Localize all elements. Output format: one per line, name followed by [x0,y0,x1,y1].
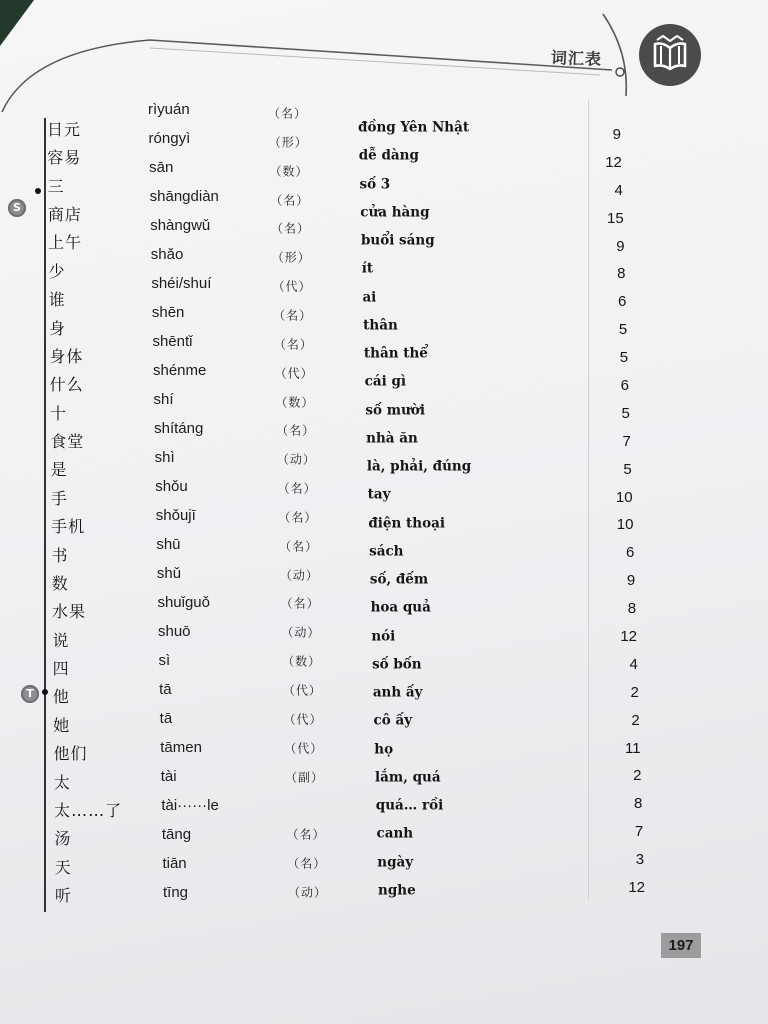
vocab-hanzi: 她 [53,715,71,735]
page-title: 词汇表 [550,48,603,69]
vocab-lesson-number: 6 [620,376,629,394]
vocab-meaning: ngày [377,854,414,871]
vocab-hanzi: 太 [53,772,71,792]
vocab-hanzi: 谁 [48,290,66,310]
vocab-pinyin: shuō [158,622,191,640]
vocab-part-of-speech: （代） [282,683,322,698]
vocab-pinyin: tāmen [160,738,202,756]
vocab-lesson-number: 5 [619,348,629,366]
vocab-part-of-speech: （数） [269,164,309,179]
vocab-pinyin: rìyuán [148,100,190,118]
vocab-pinyin: sān [149,158,174,176]
vocab-hanzi: 什么 [49,375,84,395]
bleed-through-rule [588,100,589,900]
vocab-hanzi: 水果 [52,602,87,622]
vocab-part-of-speech: （名） [279,539,319,554]
vocab-pinyin: tāng [161,825,192,843]
vocab-lesson-number: 8 [627,599,637,617]
vocab-hanzi: 四 [52,659,70,679]
vocab-lesson-number: 5 [618,320,628,338]
vocab-pinyin: tiān [162,854,187,872]
vocab-meaning: cái gì [364,373,407,390]
section-dot-t [42,689,48,695]
logo-side-arc [603,14,626,96]
vocab-hanzi: 汤 [54,829,72,849]
vocab-part-of-speech: （动） [279,568,319,583]
vocab-meaning: thân thể [363,345,428,362]
vocab-lesson-number: 10 [615,488,633,506]
vocab-meaning: tay [367,486,391,503]
vocab-lesson-number: 3 [635,850,645,868]
vocab-part-of-speech: （动） [288,885,328,900]
vocab-lesson-number: 9 [626,571,636,589]
vocab-pinyin: shí [153,390,174,408]
open-book-logo-icon [639,24,701,86]
vocab-hanzi: 手 [50,489,68,509]
vocab-meaning: sách [369,543,404,560]
vocab-meaning: số 3 [359,176,391,193]
vocab-lesson-number: 4 [629,655,638,673]
vocab-part-of-speech: （名） [270,221,310,236]
vocab-pinyin: tài [160,767,177,785]
header-arc-line-inner [150,48,600,75]
vocab-part-of-speech: （名） [278,510,318,525]
vocab-pinyin: shū [156,535,181,553]
vocab-lesson-number: 12 [620,627,637,645]
header-arc-line [2,40,612,112]
vocab-pinyin: tài······le [161,796,219,814]
vocab-part-of-speech: （名） [268,106,308,121]
header-line-end-circle [616,68,624,76]
vocab-hanzi: 听 [55,886,73,906]
vocab-hanzi: 少 [48,262,66,282]
vocab-meaning: hoa quả [370,599,431,616]
vocab-part-of-speech: （动） [281,625,321,640]
vocab-lesson-number: 6 [626,544,635,562]
vocab-lesson-number: 10 [616,516,634,534]
vocab-lesson-number: 7 [634,822,644,840]
vocab-part-of-speech: （名） [280,596,320,611]
vocab-hanzi: 十 [49,403,67,423]
vocab-hanzi: 商店 [47,205,82,225]
vocab-lesson-number: 12 [605,153,622,171]
vocab-pinyin: tīng [163,883,189,901]
vocab-meaning: số mười [365,402,425,419]
vocab-part-of-speech: （名） [273,308,313,323]
vocab-lesson-number: 9 [616,237,625,255]
vocab-pinyin: róngyì [148,129,191,147]
vocab-part-of-speech: （副） [285,769,325,784]
vocab-lesson-number: 11 [624,739,641,757]
page-number: 197 [661,933,701,958]
vocab-hanzi: 书 [51,545,69,565]
vocab-meaning: nghe [378,882,416,899]
background-corner [0,0,34,46]
vocab-hanzi: 日元 [47,120,82,140]
vocab-part-of-speech: （代） [274,366,314,381]
vocab-pinyin: shàngwǔ [150,216,211,234]
vocab-meaning: nhà ăn [366,430,418,447]
vocab-meaning: thân [363,317,398,334]
section-marker-t: T [21,685,39,703]
vocab-pinyin: shǒu [155,477,188,495]
vocab-pinyin: shì [154,448,175,466]
vocab-meaning: là, phải, đúng [366,458,472,475]
vocab-hanzi: 手机 [51,517,86,537]
vocab-part-of-speech: （名） [277,481,317,496]
vocab-hanzi: 太……了 [54,801,123,821]
vocab-pinyin: shénme [153,361,207,379]
section-marker-s: S [8,199,26,217]
vocab-pinyin: shítáng [154,419,204,437]
vocab-pinyin: shǔ [156,564,182,582]
vocab-part-of-speech: （形） [268,135,308,150]
vocab-part-of-speech: （代） [283,712,323,727]
vocab-meaning: ai [362,289,377,306]
vocab-hanzi: 身体 [49,347,84,367]
vocab-part-of-speech: （名） [273,337,313,352]
vocab-hanzi: 他们 [53,744,88,764]
vocab-meaning: ít [361,260,374,277]
vocab-lesson-number: 9 [612,125,621,143]
vocab-meaning: số bốn [372,656,422,673]
vocab-pinyin: shǎo [150,245,184,263]
vocab-meaning: họ [374,741,394,758]
vocab-meaning: buổi sáng [360,232,435,249]
vocab-lesson-number: 7 [622,432,631,450]
vocab-meaning: dễ dàng [358,147,419,164]
vocab-meaning: anh ấy [372,684,423,701]
vocab-lesson-number: 12 [628,878,645,896]
vocab-lesson-number: 4 [614,181,623,199]
vocab-part-of-speech: （数） [282,654,322,669]
section-dot-s [35,188,41,194]
vocab-hanzi: 食堂 [50,432,85,452]
vocab-lesson-number: 2 [630,683,639,701]
vocab-lesson-number: 5 [623,460,632,478]
vocab-pinyin: shǒujī [155,506,196,524]
vocab-hanzi: 身 [49,318,67,338]
vocab-hanzi: 三 [47,176,65,196]
vocab-part-of-speech: （代） [272,279,312,294]
vocab-hanzi: 说 [52,630,70,650]
vocab-lesson-number: 6 [618,293,627,311]
vocab-meaning: lắm, quá [375,769,441,786]
vocab-part-of-speech: （代） [284,741,324,756]
vocab-lesson-number: 5 [621,404,630,422]
vocab-hanzi: 容易 [47,148,82,168]
vocab-meaning: quá… rồi [375,797,444,814]
vocab-lesson-number: 8 [634,795,643,813]
vocab-meaning: cô ấy [373,713,413,730]
vocab-pinyin: shēn [151,303,185,321]
vocab-hanzi: 他 [52,687,70,707]
vocab-lesson-number: 2 [633,767,642,785]
vocab-pinyin: shuǐguǒ [157,593,210,611]
vocab-lesson-number: 15 [606,209,624,227]
vocab-meaning: canh [376,826,414,843]
vocab-meaning: nói [371,628,396,645]
vocab-pinyin: shéi/shuí [151,274,212,292]
vocab-pinyin: tā [159,709,173,727]
vocab-hanzi: 数 [51,574,69,594]
vocab-part-of-speech: （名） [287,856,327,871]
vocab-part-of-speech: （动） [276,452,316,467]
vocab-meaning: cửa hàng [360,204,430,221]
vocab-lesson-number: 2 [631,711,640,729]
vocab-hanzi: 天 [54,857,72,877]
vocab-hanzi: 上午 [48,233,83,253]
vocab-lesson-number: 8 [617,265,626,283]
vocab-hanzi: 是 [50,460,68,480]
vocab-part-of-speech: （名） [270,192,310,207]
vocab-meaning: đồng Yên Nhật [358,119,470,136]
vocab-part-of-speech: （名） [286,827,326,842]
vocab-pinyin: shēntǐ [152,332,193,350]
vocab-part-of-speech: （名） [276,423,316,438]
margin-rule [44,118,46,912]
vocab-part-of-speech: （形） [271,250,311,265]
vocab-meaning: điện thoại [368,515,445,532]
vocab-pinyin: sì [158,651,171,669]
vocab-meaning: số, đếm [369,571,429,588]
vocab-pinyin: tā [159,680,172,698]
vocab-part-of-speech: （数） [275,394,315,409]
vocab-pinyin: shāngdiàn [149,187,219,205]
